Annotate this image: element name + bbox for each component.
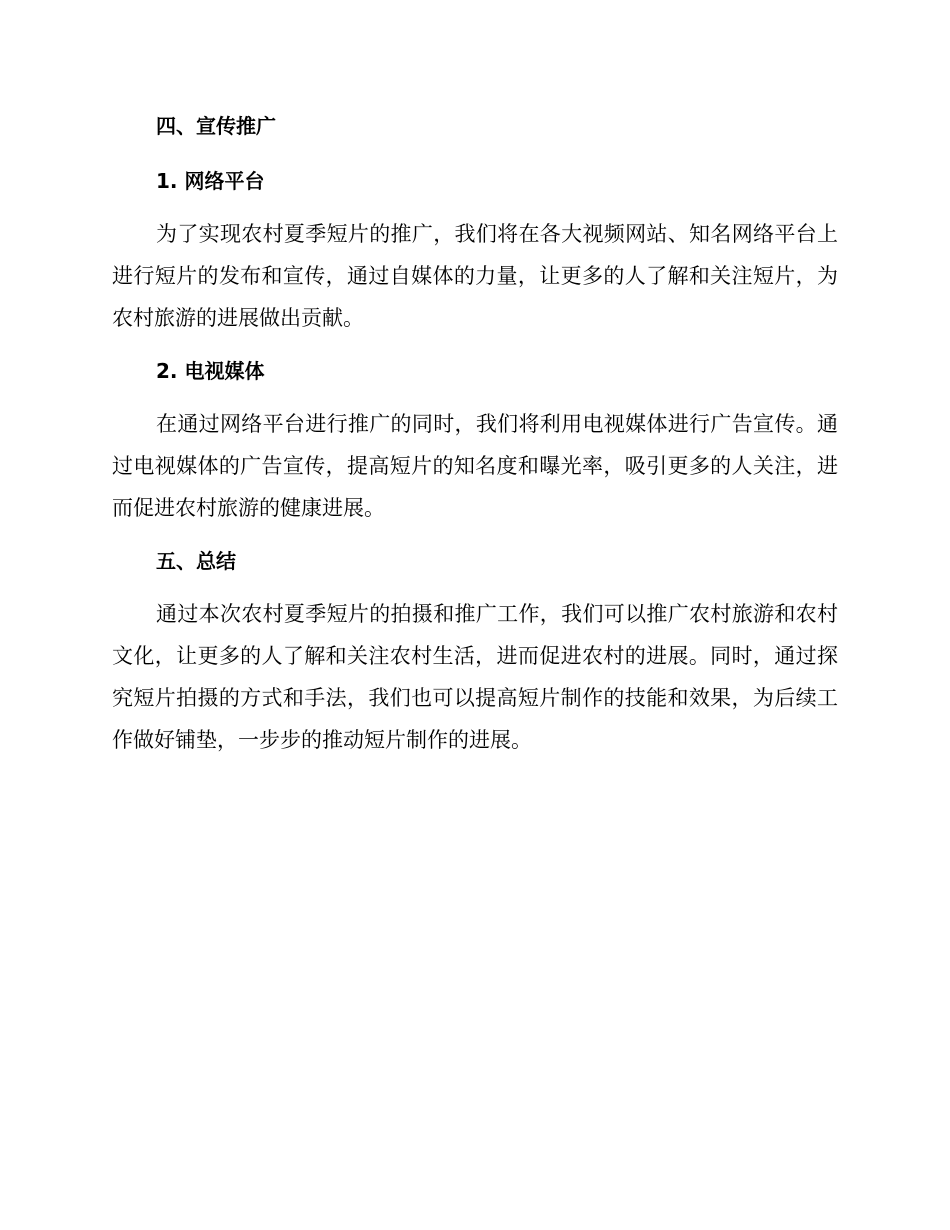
paragraph-tv-media: 在通过网络平台进行推广的同时，我们将利用电视媒体进行广告宣传。通过电视媒体的广告宣传，提高短片的知名度和曝光率，吸引更多的人关注，进而促进农村旅游的健康进展。 bbox=[112, 412, 838, 520]
section-heading-promotion: 四、宣传推广 bbox=[156, 114, 276, 138]
section-heading-summary: 五、总结 bbox=[156, 549, 236, 573]
paragraph-online-platform: 为了实现农村夏季短片的推广，我们将在各大视频网站、知名网络平台上进行短片的发布和宣传，通过自媒体的力量，让更多的人了解和关注短片，为农村旅游的进展做出贡献。 bbox=[112, 222, 838, 330]
document-body bbox=[112, 108, 838, 761]
paragraph-summary: 通过本次农村夏季短片的拍摄和推广工作，我们可以推广农村旅游和农村文化，让更多的人了解和关注农村生活，进而促进农村的进展。同时，通过探究短片拍摄的方式和手法，我们也可以提高短片制作的技能和效果，为后续工作做好铺垫，一步步的推动短片制作的进展。 bbox=[112, 602, 838, 752]
subheading-tv-media: 2. 电视媒体 bbox=[156, 359, 265, 383]
subheading-online-platform: 1. 网络平台 bbox=[156, 169, 265, 193]
